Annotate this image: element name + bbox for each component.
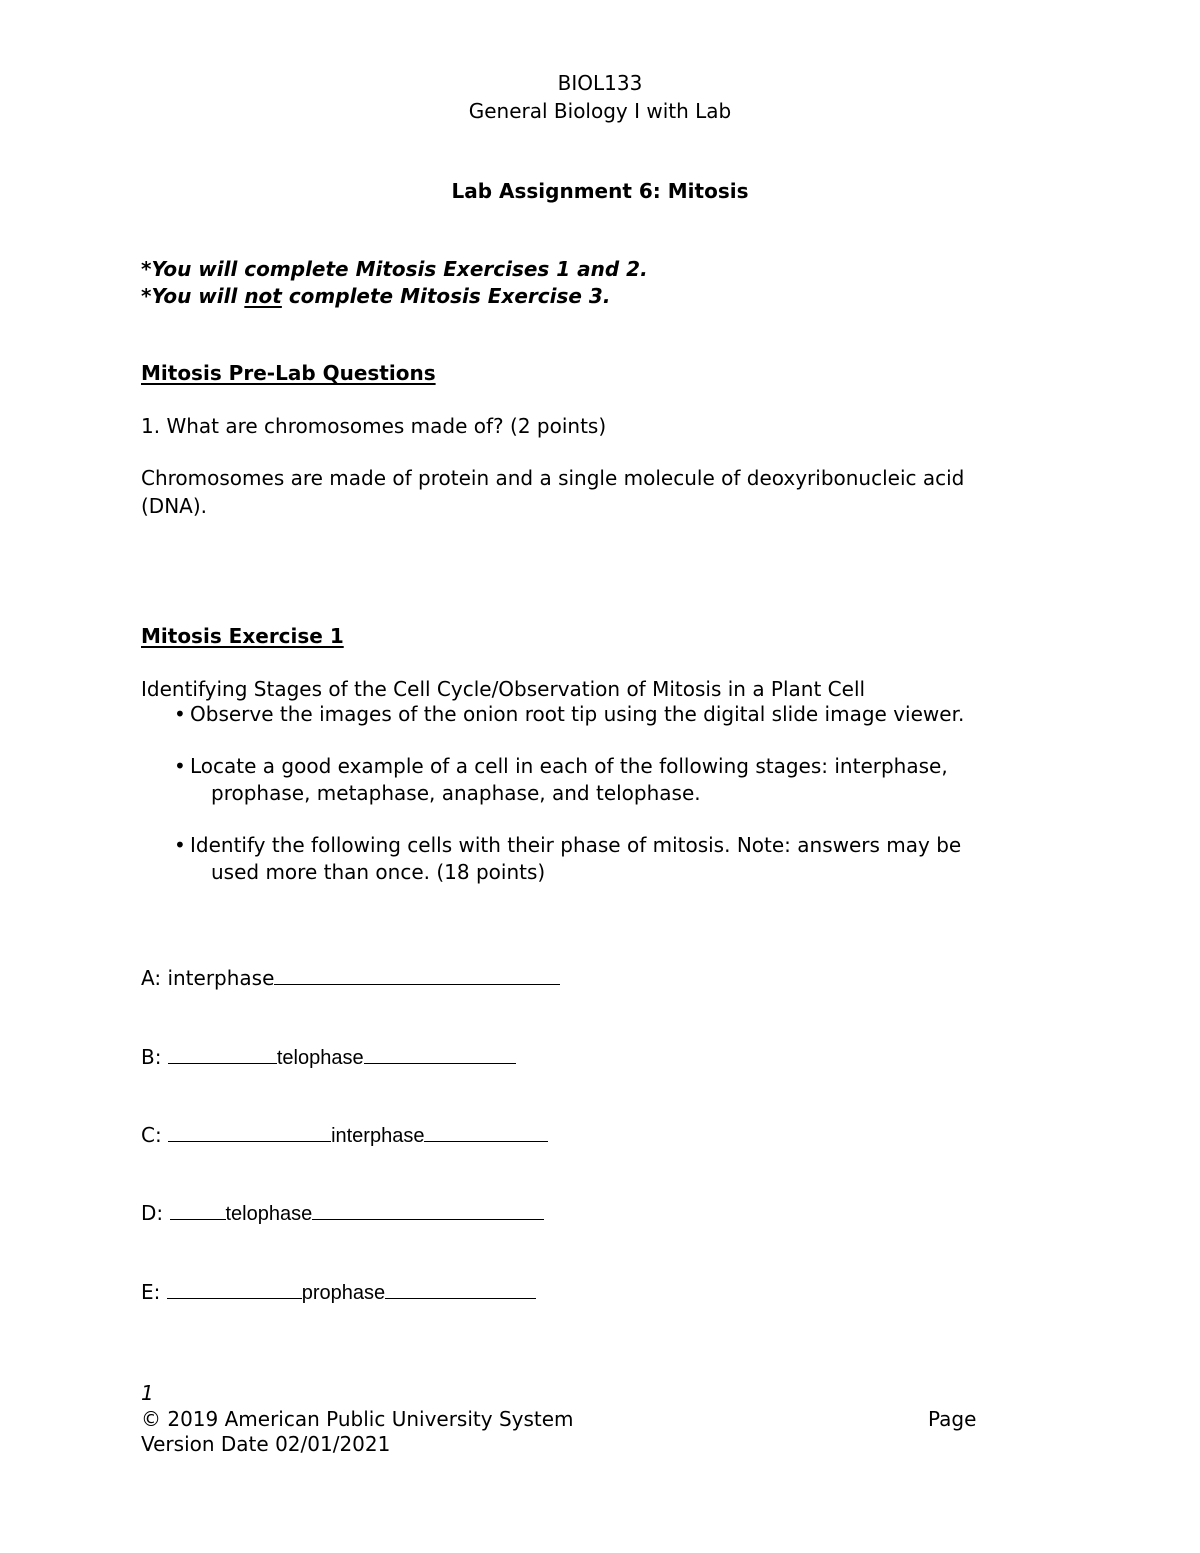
answer-blank [168, 1121, 331, 1142]
bullet-text: Identify the following cells with their phase of mitosis. Note: answers may be [190, 833, 962, 857]
answer-blank [385, 1278, 536, 1299]
instruction-line-1: *You will complete Mitosis Exercises 1 and 2. [141, 257, 648, 281]
prelab-answer-line-2: (DNA). [141, 494, 208, 518]
prelab-question: 1. What are chromosomes made of? (2 points) [141, 414, 607, 438]
bullet-icon: • [174, 702, 186, 726]
answer-value: interphase [167, 966, 275, 990]
exercise1-intro: Identifying Stages of the Cell Cycle/Observation of Mitosis in a Plant Cell [141, 677, 866, 701]
prelab-heading: Mitosis Pre-Lab Questions [141, 361, 436, 385]
bullet-icon: • [174, 833, 186, 857]
answer-blank [312, 1199, 544, 1220]
answer-label: E: [141, 1280, 167, 1304]
answer-blank [168, 1043, 277, 1064]
course-code: BIOL133 [557, 71, 643, 95]
answer-blank [170, 1199, 226, 1220]
bullet-text: Observe the images of the onion root tip using the digital slide image viewer. [190, 702, 965, 726]
bullet-text-continued: prophase, metaphase, anaphase, and telophase. [211, 781, 701, 805]
answer-c [141, 1121, 548, 1149]
instruction-emphasis: not [244, 284, 282, 308]
answer-b [141, 1043, 516, 1071]
version-date: Version Date 02/01/2021 [141, 1432, 391, 1456]
page-label: Page [928, 1407, 977, 1431]
exercise1-heading: Mitosis Exercise 1 [141, 624, 344, 648]
bullet-text: Locate a good example of a cell in each of the following stages: interphase, [190, 754, 948, 778]
bullet-item [174, 753, 948, 779]
answer-blank [274, 964, 560, 985]
answer-d [141, 1199, 544, 1227]
bullet-item [174, 701, 964, 727]
answer-a [141, 964, 560, 991]
instruction-line-2-prefix: *You will [141, 284, 245, 308]
course-title: General Biology I with Lab [468, 99, 732, 123]
answer-value: telophase [225, 1203, 313, 1225]
instruction-line-2-suffix: complete Mitosis Exercise 3. [281, 284, 611, 308]
prelab-answer-line-1: Chromosomes are made of protein and a single molecule of deoxyribonucleic acid [141, 466, 965, 490]
answer-value: prophase [301, 1282, 386, 1304]
bullet-icon: • [174, 754, 186, 778]
bullet-item [174, 832, 961, 858]
assignment-title: Lab Assignment 6: Mitosis [451, 179, 749, 203]
answer-label: C: [141, 1123, 169, 1147]
answer-blank [424, 1121, 548, 1142]
answer-label: B: [141, 1045, 168, 1069]
bullet-text-continued: used more than once. (18 points) [211, 860, 546, 884]
answer-blank [167, 1278, 302, 1299]
answer-label: A: [141, 966, 168, 990]
answer-label: D: [141, 1201, 170, 1225]
instruction-line-2 [141, 283, 610, 309]
answer-blank [364, 1043, 516, 1064]
answer-value: interphase [331, 1125, 425, 1147]
answer-value: telophase [276, 1047, 364, 1069]
page-number: 1 [141, 1381, 154, 1405]
copyright: © 2019 American Public University System [141, 1407, 574, 1431]
answer-e [141, 1278, 536, 1306]
